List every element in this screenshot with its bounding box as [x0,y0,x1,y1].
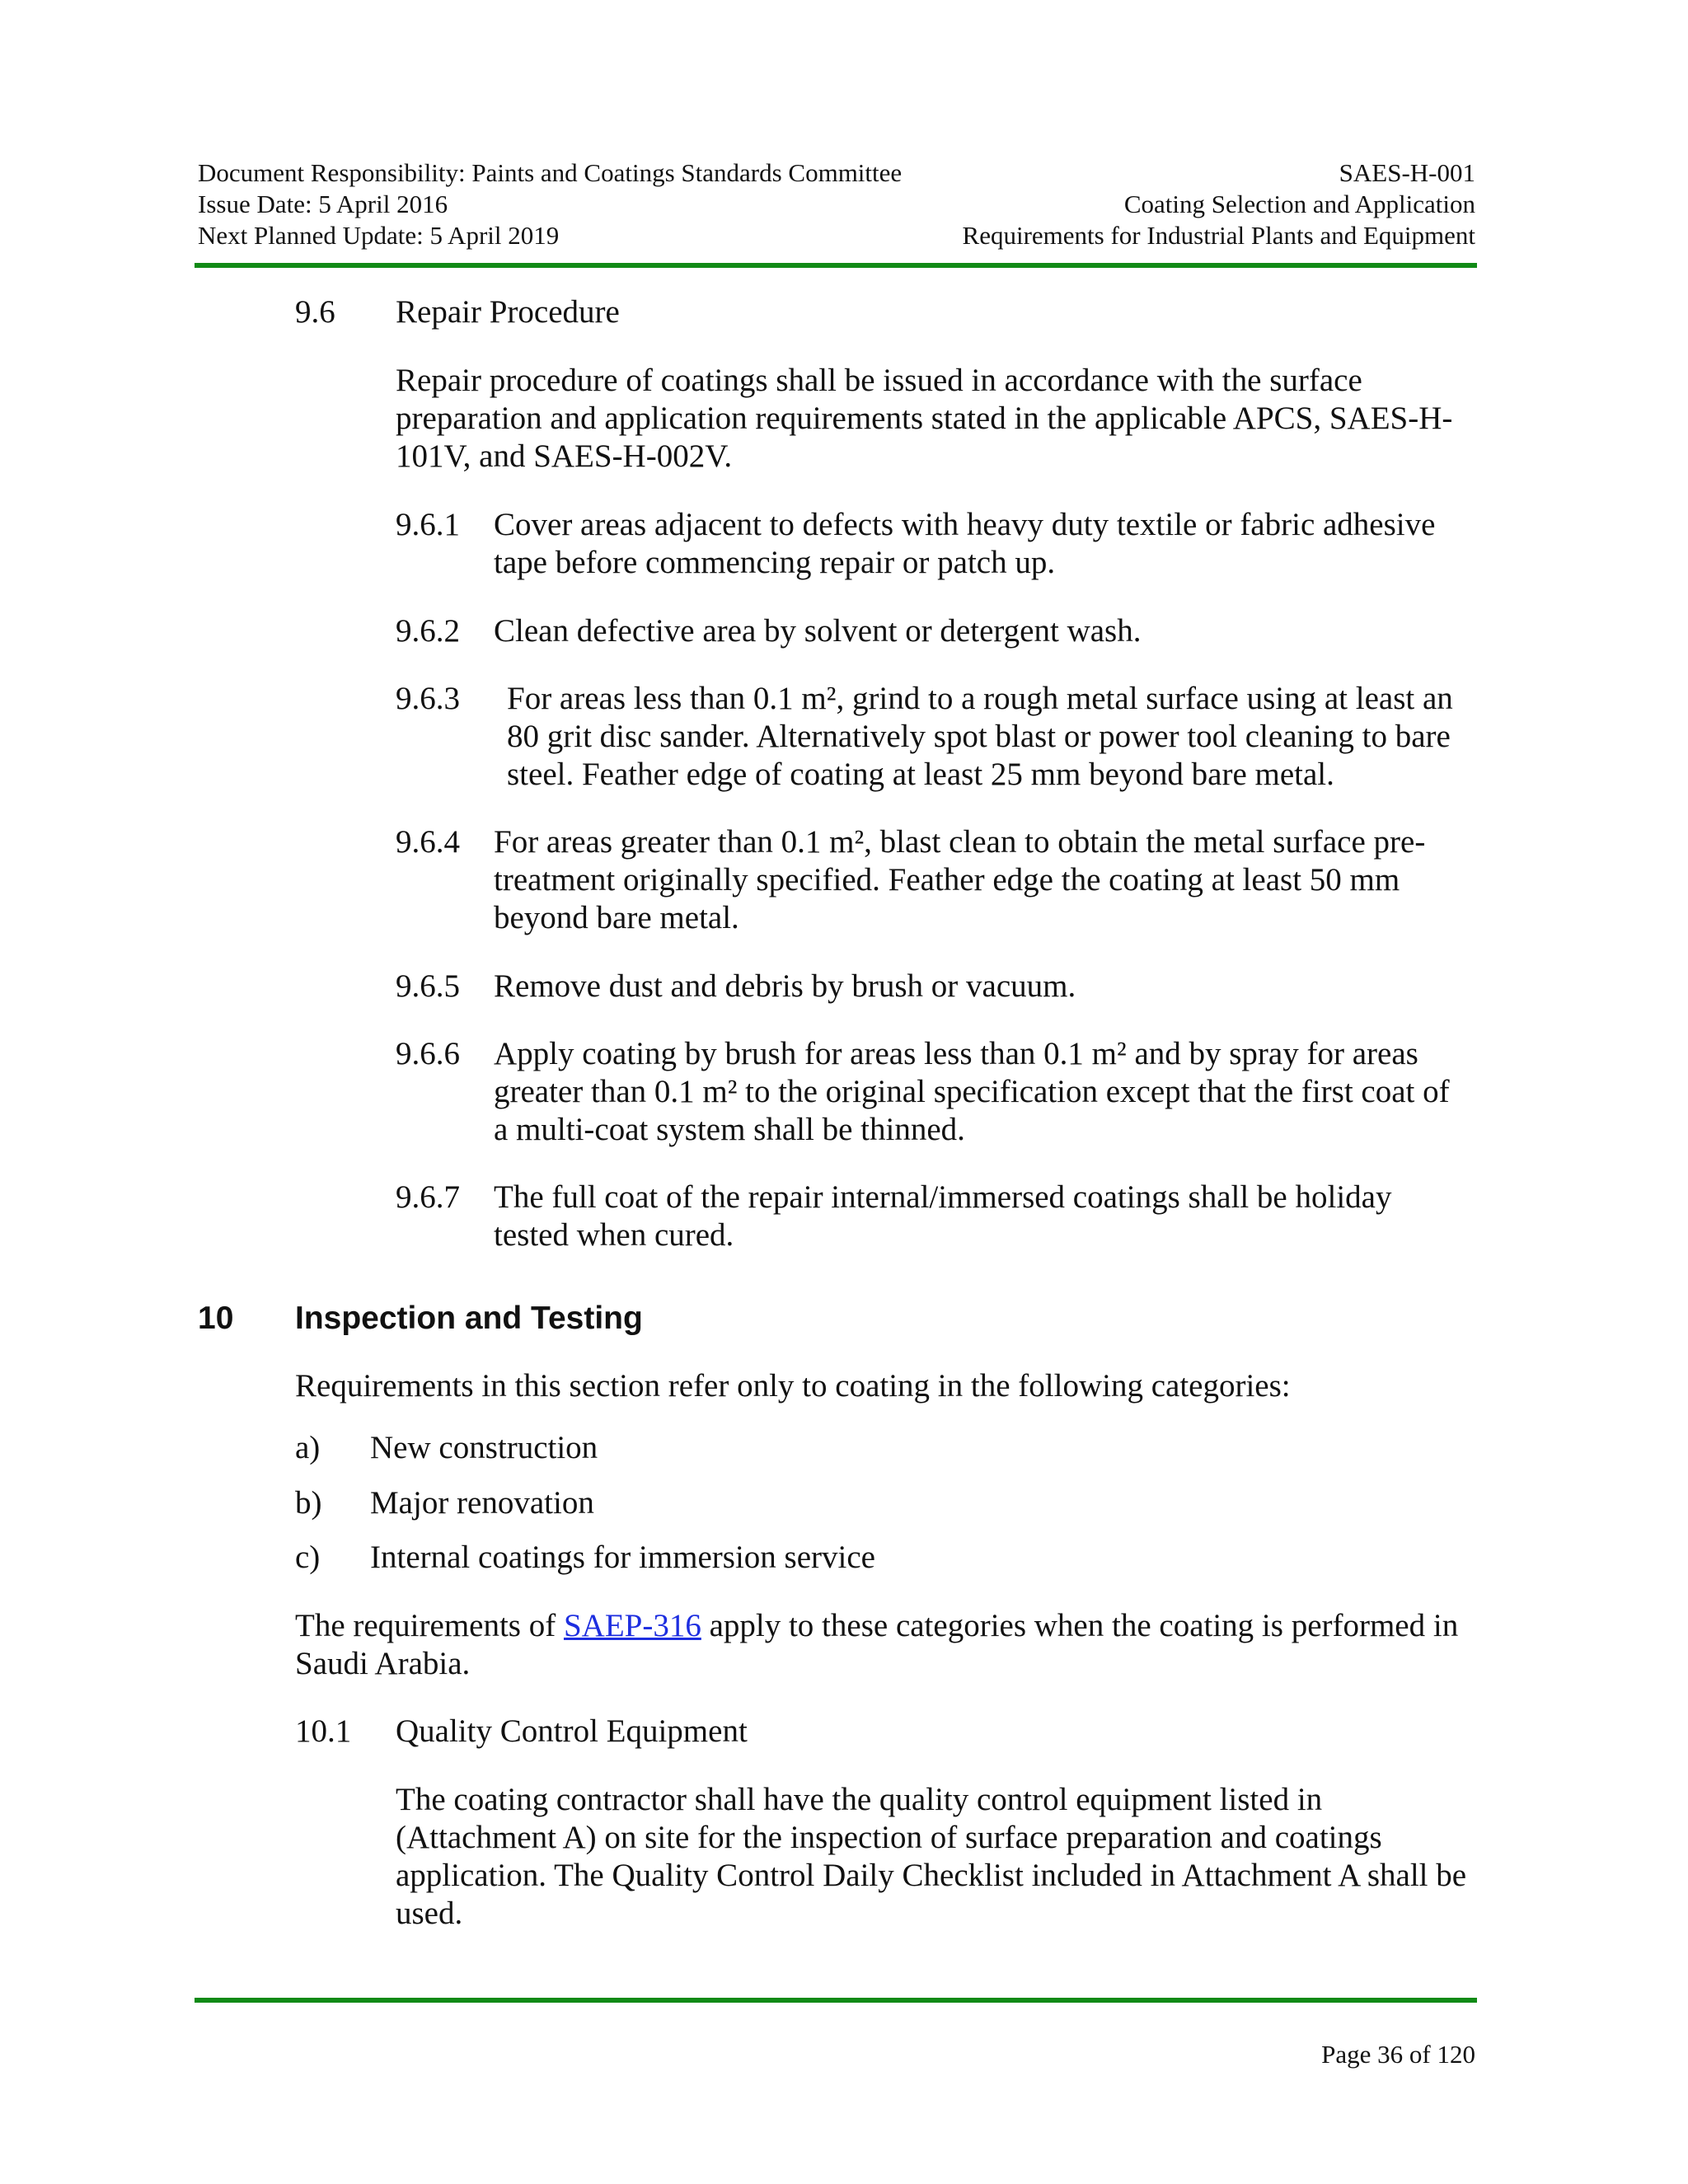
item-number: 9.6.3 [396,681,460,716]
next-planned-update: Next Planned Update: 5 April 2019 [198,221,560,250]
item-number: 9.6.2 [396,613,460,649]
header-divider [195,263,1477,268]
list-marker: a) [295,1430,321,1465]
heading-number: 10 [198,1301,234,1336]
doc-title-line-1: Coating Selection and Application [1123,190,1475,218]
doc-responsibility: Document Responsibility: Paints and Coatings Standards Committee [198,158,903,187]
section-number: 9.6 [295,294,335,330]
section-title: Repair Procedure [396,294,620,330]
requirements-paragraph [295,1607,1465,1683]
issue-date: Issue Date: 5 April 2016 [198,190,448,218]
doc-title-line-2: Requirements for Industrial Plants and Equipment [962,221,1475,250]
item-text: Clean defective area by solvent or detergent wash. [494,613,1142,649]
list-item: Internal coatings for immersion service [370,1540,875,1575]
item-text: The full coat of the repair internal/immersed coatings shall be holiday tested when cured. [494,1179,1392,1253]
section-title: Quality Control Equipment [396,1713,748,1749]
section-intro: Requirements in this section refer only to coating in the following categories: [295,1368,1291,1404]
requirements-suffix: apply to these categories when the coating is performed in Saudi Arabia. [295,1608,1459,1681]
item-number: 9.6.6 [396,1036,460,1071]
item-text: Apply coating by brush for areas less than 0.1 m² and by spray for areas greater than 0.1 m² to the original specification except that the first coat of a multi-coat system shall be thinned. [494,1036,1450,1147]
footer-divider [195,1998,1477,2003]
item-text: For areas less than 0.1 m², grind to a rough metal surface using at least an 80 grit disc sander. Alternatively spot blast or power tool cleaning to bare steel. Feather edge of coating at least 25 mm beyond bare metal. [507,681,1453,792]
item-number: 9.6.4 [396,824,460,860]
item-number: 9.6.5 [396,968,460,1004]
saep-316-link[interactable]: SAEP-316 [563,1608,701,1643]
item-number: 9.6.7 [396,1179,460,1215]
section-number: 10.1 [295,1713,352,1749]
section-body: Repair procedure of coatings shall be issued in accordance with the surface preparation and application requirements stated in the applicable APCS, SAES-H-101V, and SAES-H-002V. [396,363,1453,474]
list-item: Major renovation [370,1485,594,1521]
header-right [734,157,1475,251]
doc-number: SAES-H-001 [1339,158,1475,187]
section-body: The coating contractor shall have the quality control equipment listed in (Attachment A) on site for the inspection of surface preparation and coatings application. The Quality Control Daily Checklist included in Attachment A shall be used. [396,1782,1467,1931]
list-item: New construction [370,1430,598,1465]
item-text: Cover areas adjacent to defects with heavy duty textile or fabric adhesive tape before commencing repair or patch up. [494,507,1436,580]
item-number: 9.6.1 [396,507,460,542]
list-marker: b) [295,1485,322,1521]
list-marker: c) [295,1540,321,1575]
item-text: Remove dust and debris by brush or vacuum. [494,968,1076,1004]
heading-title: Inspection and Testing [295,1301,643,1336]
page-number: Page 36 of 120 [1321,2040,1475,2069]
item-text: For areas greater than 0.1 m², blast clean to obtain the metal surface pre-treatment originally specified. Feather edge the coating at least 50 mm beyond bare metal. [494,824,1426,935]
requirements-prefix: The requirements of [295,1608,564,1643]
